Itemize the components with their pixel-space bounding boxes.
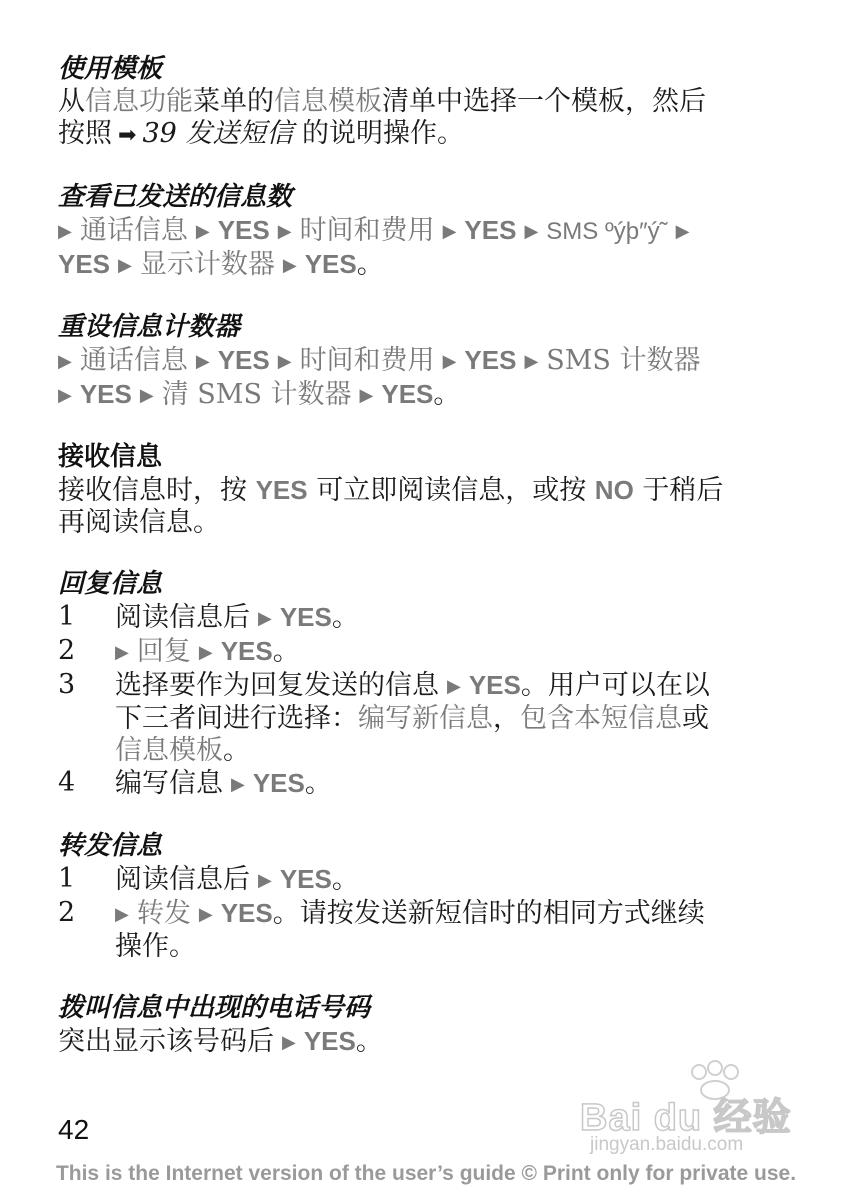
step-number: 1 [58,863,76,894]
step-number: 2 [58,635,76,666]
text: 下三者间进行选择： [115,703,358,734]
triangle-arrow-icon: ▶ [231,774,245,795]
footer-notice: This is the Internet version of the user’s guide © Print only for private use. [55,1162,797,1185]
yes-key: YES [255,475,308,505]
text: 。 [223,735,250,766]
list-item [58,767,788,801]
list-item [58,669,788,767]
section-heading: 回复信息 [58,569,163,599]
section-reset-counter [58,310,788,412]
triangle-arrow-icon: ▶ [195,351,210,372]
text: 。 [272,636,300,667]
triangle-arrow-icon: ▶ [282,255,297,276]
triangle-arrow-icon: ▶ [277,351,292,372]
text: 。 [433,379,461,410]
triangle-arrow-icon: ▶ [58,221,72,242]
paragraph [58,86,788,152]
text: 选择要作为回复发送的信息 [115,670,439,701]
menu-term: SMS 计数器 [546,345,701,376]
triangle-arrow-icon: ▶ [118,255,132,276]
menu-path [58,344,788,412]
yes-key: YES [381,379,434,409]
yes-key: YES [58,249,111,279]
yes-key: YES [468,670,521,700]
paragraph [58,474,788,539]
text: 菜单的 [193,86,274,117]
triangle-arrow-icon: ▶ [139,385,154,406]
step-number: 2 [58,897,76,928]
text: 于稍后 [633,475,724,506]
section-receive [58,440,788,539]
text: 接收信息时，按 [58,475,256,506]
menu-term: 显示计数器 [139,249,275,280]
section-view-sent [58,180,788,282]
triangle-arrow-icon: ▶ [195,221,210,242]
text: 可立即阅读信息，或按 [307,475,595,506]
section-heading: 拨叫信息中出现的电话号码 [58,993,371,1023]
menu-term: 信息模板 [274,86,382,117]
menu-term: 回复 [136,636,191,667]
triangle-arrow-icon: ▶ [115,642,129,663]
step-number: 1 [58,601,76,632]
menu-term: 转发 [136,898,191,929]
yes-key: YES [464,345,517,375]
page-reference: 39 发送短信 [142,118,294,149]
yes-key: YES [220,636,273,666]
page-number: 42 [58,1114,90,1145]
menu-term: 清 SMS 计数器 [161,379,352,410]
menu-term: 包含本短信息 [520,703,682,734]
text: 的说明操作。 [293,118,464,149]
text: 。 [331,864,359,895]
text: 突出显示该号码后 [58,1026,274,1057]
pointer-arrow-icon: ➡ [118,123,137,148]
menu-term: 信息功能 [85,86,193,117]
yes-key: YES [279,864,332,894]
section-heading: 接收信息 [58,442,163,472]
text: 阅读信息后 [115,602,250,633]
section-heading: 查看已发送的信息数 [58,182,293,212]
menu-path [58,214,788,282]
paragraph [58,1025,788,1059]
list-item [58,635,788,669]
step-number: 3 [58,669,76,700]
text: 操作。 [115,931,196,962]
menu-term: 时间和费用 [299,215,435,246]
triangle-arrow-icon: ▶ [258,870,272,891]
section-call-number [58,991,788,1059]
menu-term: SMS ºýþ″ý˜ [546,218,668,245]
text: 编写信息 [115,768,223,799]
text: 清单中选择一个模板，然后 [382,86,706,117]
triangle-arrow-icon: ▶ [359,385,374,406]
section-heading: 使用模板 [58,54,163,84]
triangle-arrow-icon: ▶ [524,351,539,372]
menu-term: 编写新信息 [358,703,493,734]
baidu-watermark [580,1060,810,1160]
triangle-arrow-icon: ▶ [282,1032,296,1053]
triangle-arrow-icon: ▶ [58,351,72,372]
yes-key: YES [279,602,332,632]
triangle-arrow-icon: ▶ [115,904,129,925]
triangle-arrow-icon: ▶ [675,221,690,242]
section-heading: 转发信息 [58,831,163,861]
text: 。 [355,1026,383,1057]
yes-key: YES [79,379,132,409]
text: 按照 [58,118,112,149]
yes-key: YES [220,898,273,928]
text: ， [493,703,520,734]
triangle-arrow-icon: ▶ [277,221,292,242]
menu-term: 通话信息 [79,345,188,376]
step-number: 4 [58,767,76,798]
triangle-arrow-icon: ▶ [198,904,213,925]
menu-term: 时间和费用 [299,345,435,376]
section-reply [58,567,788,801]
list-item [58,897,788,963]
triangle-arrow-icon: ▶ [447,676,461,697]
menu-term: 通话信息 [79,215,188,246]
triangle-arrow-icon: ▶ [58,385,72,406]
section-heading: 重设信息计数器 [58,312,241,342]
no-key: NO [594,475,634,505]
text: 再阅读信息。 [58,507,220,538]
text: 阅读信息后 [115,864,250,895]
text: 或 [682,703,709,734]
text: 。 [304,768,332,799]
text: 从 [58,86,85,117]
text: 。 [356,249,384,280]
yes-key: YES [217,345,270,375]
yes-key: YES [252,768,305,798]
yes-key: YES [304,249,357,279]
list-item [58,601,788,635]
triangle-arrow-icon: ▶ [258,608,272,629]
yes-key: YES [217,215,270,245]
triangle-arrow-icon: ▶ [442,351,457,372]
triangle-arrow-icon: ▶ [524,221,539,242]
section-forward [58,829,788,963]
text: 。用户可以在以 [520,670,710,701]
yes-key: YES [303,1026,356,1056]
text: 。 [331,602,359,633]
list-item [58,863,788,897]
section-use-template [58,52,788,152]
yes-key: YES [464,215,517,245]
text: 。请按发送新短信时的相同方式继续 [272,898,705,929]
watermark-main: Bai du 经验 [580,1097,792,1139]
triangle-arrow-icon: ▶ [198,642,213,663]
triangle-arrow-icon: ▶ [442,221,457,242]
watermark-sub: jingyan.baidu.com [590,1134,744,1155]
document-page [58,52,788,1087]
menu-term: 信息模板 [115,735,223,766]
